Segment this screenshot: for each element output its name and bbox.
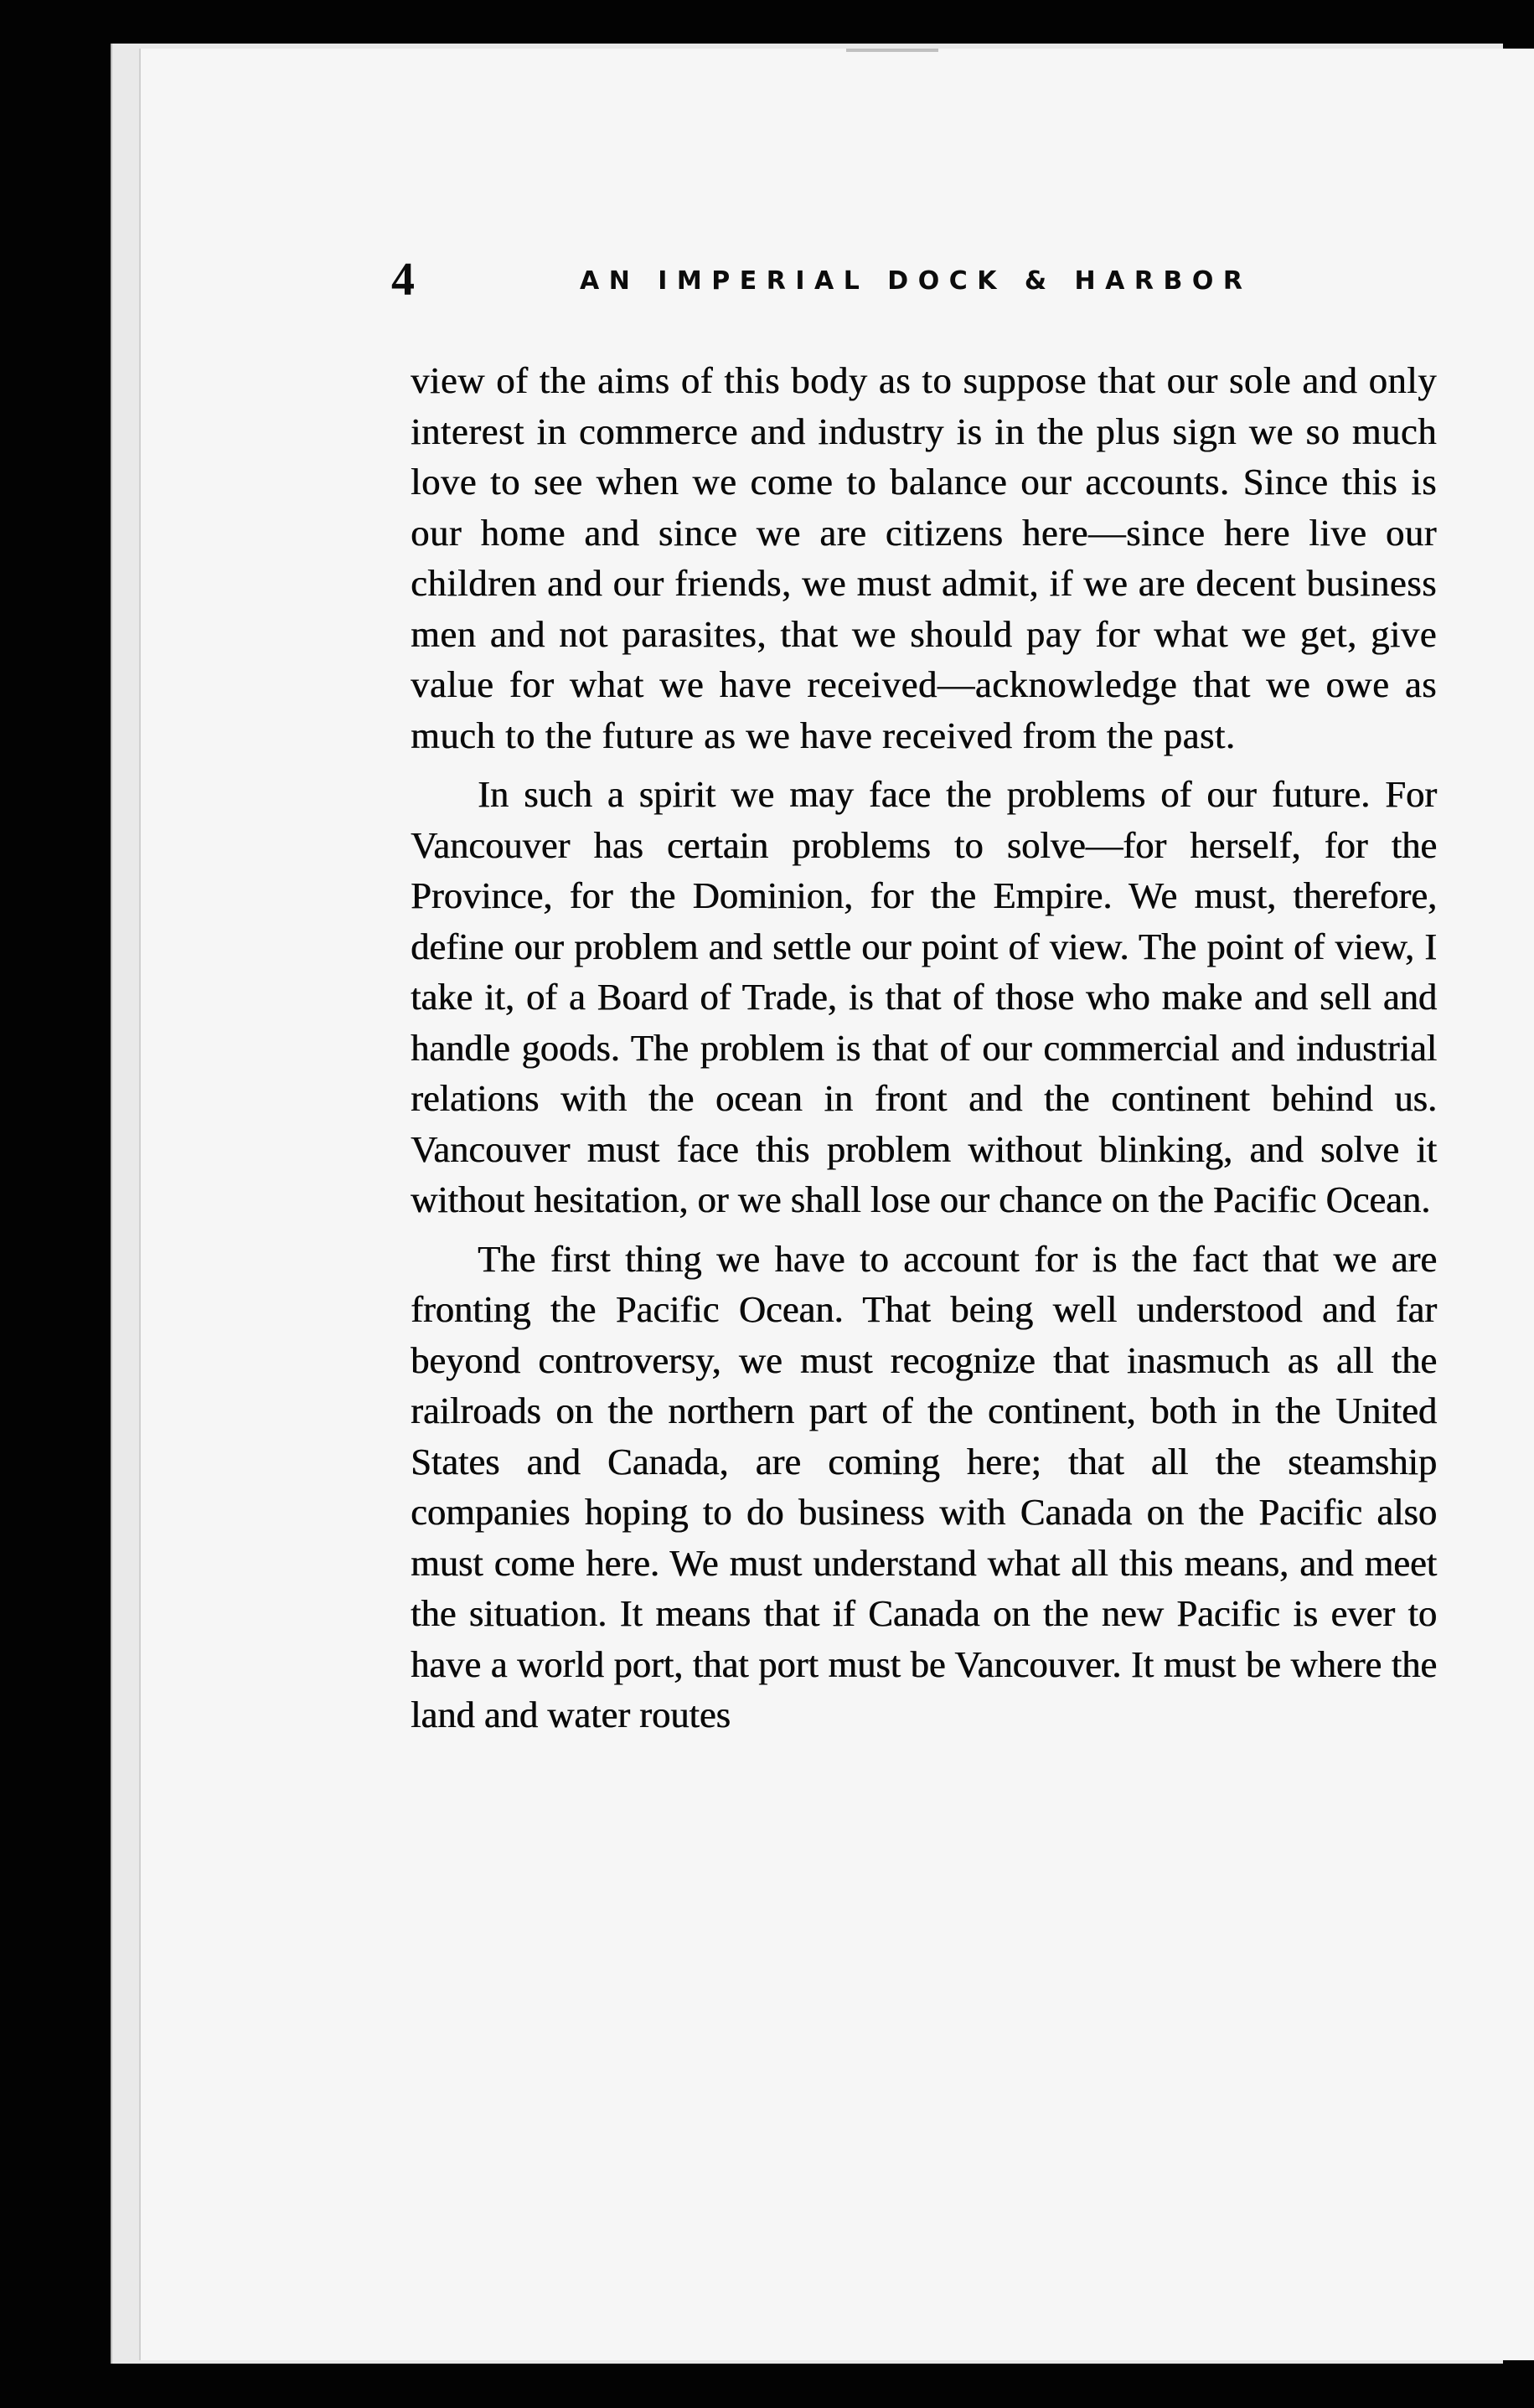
- paragraph: view of the aims of this body as to suppose that our sole and only interest in commerce and industry is in the plus sign we so much love to see when we come to balance our accounts. Since this is our home and since we are citizens here—since here live our children and our friends, we must admit, if we are decent business men and not parasites, that we should pay for what we get, give value for what we have received—acknowledge that we owe as much to the future as we have received from the past.: [411, 359, 1437, 756]
- body-text: [411, 355, 1437, 1740]
- running-head: [391, 255, 1437, 305]
- scan-mark: [846, 49, 938, 52]
- paragraph: The first thing we have to account for is the fact that we are fronting the Pacific Ocean. That being well understood and far beyond controversy, we must recognize that inasmuch as all the railroads on the northern part of the continent, both in the United States and Canada, are coming here; that all the steamship companies hoping to do business with Canada on the Pacific also must come here. We must understand what all this means, and meet the situation. It means that if Canada on the new Pacific is ever to have a world port, that port must be Vancouver. It must be where the land and water routes: [411, 1237, 1437, 1735]
- running-head-title: AN IMPERIAL DOCK & HARBOR: [580, 266, 1253, 296]
- page-number: 4: [391, 254, 415, 306]
- paragraph: In such a spirit we may face the problems of our future. For Vancouver has certain problems to solve—for herself, for the Province, for the Dominion, for the Empire. We must, therefore, define our problem and settle our point of view. The point of view, I take it, of a Board of Trade, is that of those who make and sell and handle goods. The problem is that of our commercial and industrial relations with the ocean in front and the continent behind us. Vancouver must face this problem without blinking, and solve it without hesitation, or we shall lose our chance on the Pacific Ocean.: [411, 773, 1437, 1220]
